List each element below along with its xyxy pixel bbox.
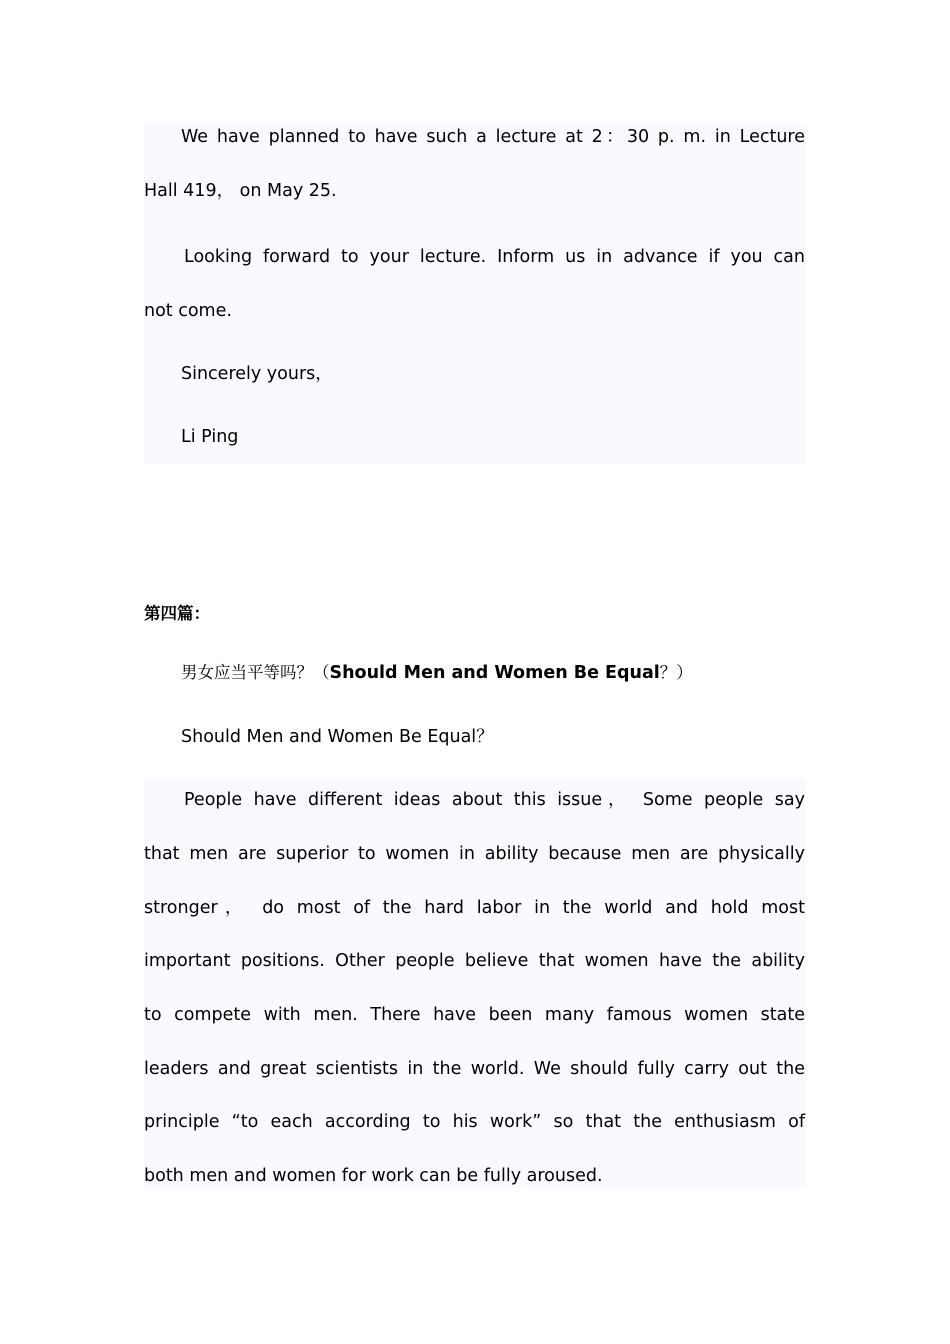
essay-line-6: leaders and great scientists in the world. We should fully carry out the — [144, 1059, 805, 1079]
essay-line-5: to compete with men. There have been many famous women state — [144, 1005, 805, 1025]
letter-paragraph-2-line-1: Looking forward to your lecture. Inform us in advance if you can — [184, 247, 805, 267]
essay-line-4: important positions. Other people believe that women have the ability — [144, 951, 805, 971]
essay-title: Should Men and Women Be Equal？ — [181, 727, 494, 747]
section-heading: 第四篇： — [144, 604, 210, 623]
paragraph-shading-top — [144, 124, 806, 464]
letter-closing: Sincerely yours， — [181, 364, 333, 384]
section-title-english: Should Men and Women Be Equal — [329, 663, 660, 683]
essay-line-3: stronger， do most of the hard labor in the world and hold most — [144, 898, 805, 918]
letter-paragraph-1-line-1: We have planned to have such a lecture at 2：30 p. m. in Lecture — [181, 127, 805, 147]
letter-paragraph-1-line-2: Hall 419， on May 25. — [144, 181, 337, 201]
section-title-chinese: 男女应当平等吗？（ — [181, 663, 330, 682]
essay-line-1: People have different ideas about this issue， Some people say — [184, 790, 805, 810]
essay-line-2: that men are superior to women in ability because men are physically — [144, 844, 805, 864]
essay-line-7: principle “to each according to his work” so that the enthusiasm of — [144, 1112, 805, 1132]
essay-line-8: both men and women for work can be fully aroused. — [144, 1166, 603, 1186]
letter-paragraph-2-line-2: not come. — [144, 301, 232, 321]
section-title-tail: ？） — [659, 663, 693, 682]
letter-signature: Li Ping — [181, 427, 239, 447]
section-title — [181, 662, 805, 684]
